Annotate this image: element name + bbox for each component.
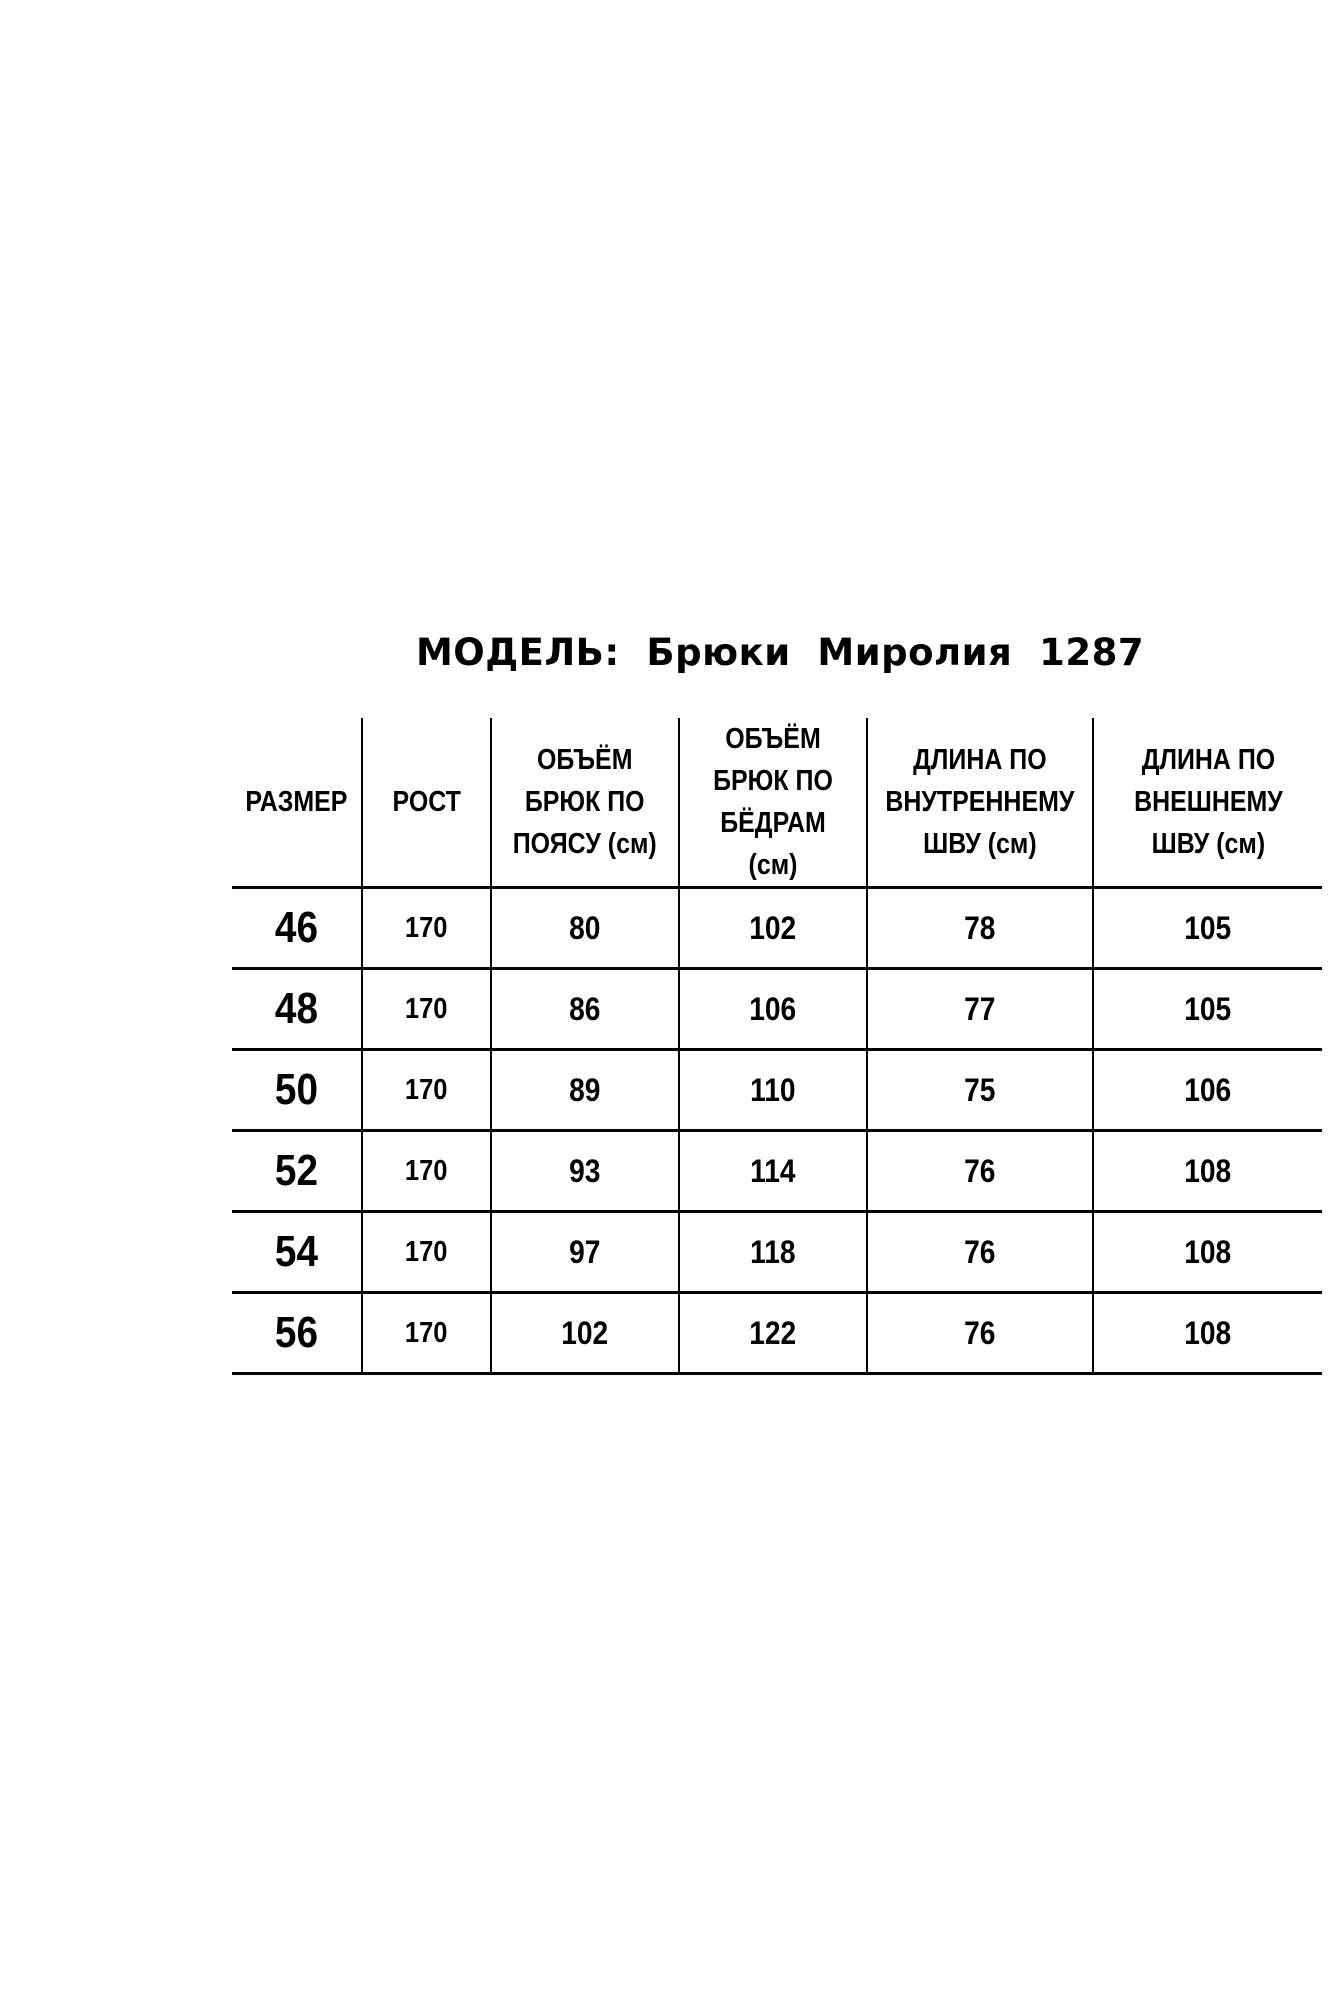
cell-height: 170 — [362, 1293, 491, 1374]
header-row — [232, 718, 1322, 888]
header-waist: ОБЪЁМ БРЮК ПО ПОЯСУ (см) — [491, 718, 679, 888]
cell-waist: 80 — [491, 888, 679, 969]
cell-outseam: 105 — [1093, 888, 1322, 969]
cell-inseam: 76 — [867, 1131, 1093, 1212]
table-row — [232, 969, 1322, 1050]
table-row — [232, 1293, 1322, 1374]
cell-inseam: 75 — [867, 1050, 1093, 1131]
cell-hips: 110 — [679, 1050, 867, 1131]
header-inseam: ДЛИНА ПО ВНУТРЕННЕМУ ШВУ (см) — [867, 718, 1093, 888]
cell-waist: 102 — [491, 1293, 679, 1374]
cell-size: 52 — [232, 1131, 362, 1212]
table-row — [232, 1212, 1322, 1293]
cell-waist: 89 — [491, 1050, 679, 1131]
header-outseam: ДЛИНА ПО ВНЕШНЕМУ ШВУ (см) — [1093, 718, 1322, 888]
table-row — [232, 1131, 1322, 1212]
cell-size: 46 — [232, 888, 362, 969]
cell-inseam: 78 — [867, 888, 1093, 969]
cell-outseam: 105 — [1093, 969, 1322, 1050]
cell-hips: 118 — [679, 1212, 867, 1293]
cell-height: 170 — [362, 969, 491, 1050]
cell-height: 170 — [362, 1131, 491, 1212]
cell-size: 48 — [232, 969, 362, 1050]
cell-hips: 106 — [679, 969, 867, 1050]
cell-outseam: 108 — [1093, 1293, 1322, 1374]
cell-outseam: 108 — [1093, 1212, 1322, 1293]
table-row — [232, 1050, 1322, 1131]
cell-height: 170 — [362, 888, 491, 969]
cell-hips: 114 — [679, 1131, 867, 1212]
header-hips: ОБЪЁМ БРЮК ПО БЁДРАМ (см) — [679, 718, 867, 888]
cell-inseam: 76 — [867, 1212, 1093, 1293]
cell-waist: 93 — [491, 1131, 679, 1212]
cell-height: 170 — [362, 1050, 491, 1131]
cell-inseam: 77 — [867, 969, 1093, 1050]
cell-size: 56 — [232, 1293, 362, 1374]
cell-outseam: 106 — [1093, 1050, 1322, 1131]
cell-waist: 97 — [491, 1212, 679, 1293]
cell-waist: 86 — [491, 969, 679, 1050]
cell-size: 50 — [232, 1050, 362, 1131]
header-height: РОСТ — [362, 718, 491, 888]
cell-hips: 102 — [679, 888, 867, 969]
document-title: МОДЕЛЬ: Брюки Миролия 1287 — [415, 631, 1145, 674]
cell-inseam: 76 — [867, 1293, 1093, 1374]
cell-size: 54 — [232, 1212, 362, 1293]
cell-outseam: 108 — [1093, 1131, 1322, 1212]
header-size: РАЗМЕР — [232, 718, 362, 888]
table-row — [232, 888, 1322, 969]
cell-hips: 122 — [679, 1293, 867, 1374]
cell-height: 170 — [362, 1212, 491, 1293]
size-chart — [232, 718, 1322, 1375]
size-table — [232, 718, 1322, 1375]
